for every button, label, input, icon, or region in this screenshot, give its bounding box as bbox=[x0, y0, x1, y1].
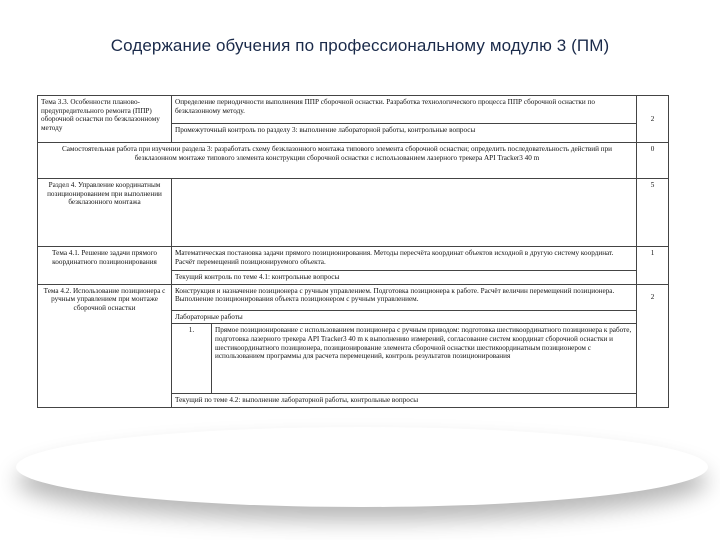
topic-4-2-hours: 2 bbox=[637, 284, 669, 407]
topic-4-1-hours: 1 bbox=[637, 247, 669, 285]
table-row bbox=[38, 143, 669, 179]
section-4-hours: 5 bbox=[637, 179, 669, 247]
topic-4-2-name: Тема 4.2. Использование позиционера с ручным управлением при монтаже сборочной оснастки bbox=[38, 284, 172, 407]
topic-4-2-lab-text: Прямое позиционирование с использованием позиционера с ручным приводом: подготовка шестикоординатного позиционера к работе, подготовка лазерного трекера API Tracker3 40 m к выполнению измерений, согласование систем координат сборочной оснастки и шестикоординатного позиционера, позиционирование элемента сборочной оснастки шестикоординатным позиционером с использованием программы для расчета перемещений, контроль результатов позиционирования bbox=[212, 324, 637, 394]
topic-4-1-name: Тема 4.1. Решение задачи прямого координатного позиционирования bbox=[38, 247, 172, 285]
table-row bbox=[38, 96, 669, 124]
section-4-name: Раздел 4. Управление координатным позиционированием при выполнении безклазонного монтажа bbox=[38, 179, 172, 247]
topic-4-1-control: Текущий контроль по теме 4.1: контрольные вопросы bbox=[172, 271, 637, 285]
topic-4-2-lab-title: Лабораторные работы bbox=[172, 310, 637, 324]
topic-3-3-content: Определение периодичности выполнения ППР сборочной оснастки. Разработка технологического процесса ППР сборочной оснастки по безклазонному методу. bbox=[172, 96, 637, 124]
section-4-empty bbox=[172, 179, 637, 247]
self-study-hours: 0 bbox=[637, 143, 669, 179]
topic-3-3-control: Промежуточный контроль по разделу 3: выполнение лабораторной работы, контрольные вопросы bbox=[172, 124, 637, 143]
curriculum-table bbox=[37, 95, 669, 408]
topic-4-2-content: Конструкция и назначение позиционера с ручным управлением. Подготовка позиционера к работе. Расчёт величин перемещений позиционера. Выполнение позиционирования объекта позиционером с ручным управлением. bbox=[172, 284, 637, 310]
topic-4-1-content: Математическая постановка задачи прямого позиционирования. Методы пересчёта координат объектов исходной в другую систему координат. Расчёт перемещений позиционируемого объекта. bbox=[172, 247, 637, 271]
topic-4-2-lab-num: 1. bbox=[172, 324, 212, 394]
page-title: Содержание обучения по профессиональному модулю 3 (ПМ) bbox=[110, 36, 610, 55]
table-row bbox=[38, 179, 669, 247]
self-study-text: Самостоятельная работа при изучении раздела 3: разработать схему безклазонного монтажа типового элемента сборочной оснастки; определить последовательность действий при безклазонном монтаже типового элемента конструкции сборочной оснастки с использованием лазерного трекера API Tracker3 40 m bbox=[38, 143, 637, 179]
table-shadow bbox=[16, 427, 708, 507]
topic-3-3-hours: 2 bbox=[637, 96, 669, 143]
topic-4-2-control: Текущий по теме 4.2: выполнение лабораторной работы, контрольные вопросы bbox=[172, 394, 637, 408]
table-row bbox=[38, 247, 669, 271]
topic-3-3-name: Тема 3.3. Особенности планово-предупредительного ремонта (ППР) оборочной оснастки по безклазонному методу bbox=[38, 96, 172, 143]
table-row bbox=[38, 284, 669, 310]
